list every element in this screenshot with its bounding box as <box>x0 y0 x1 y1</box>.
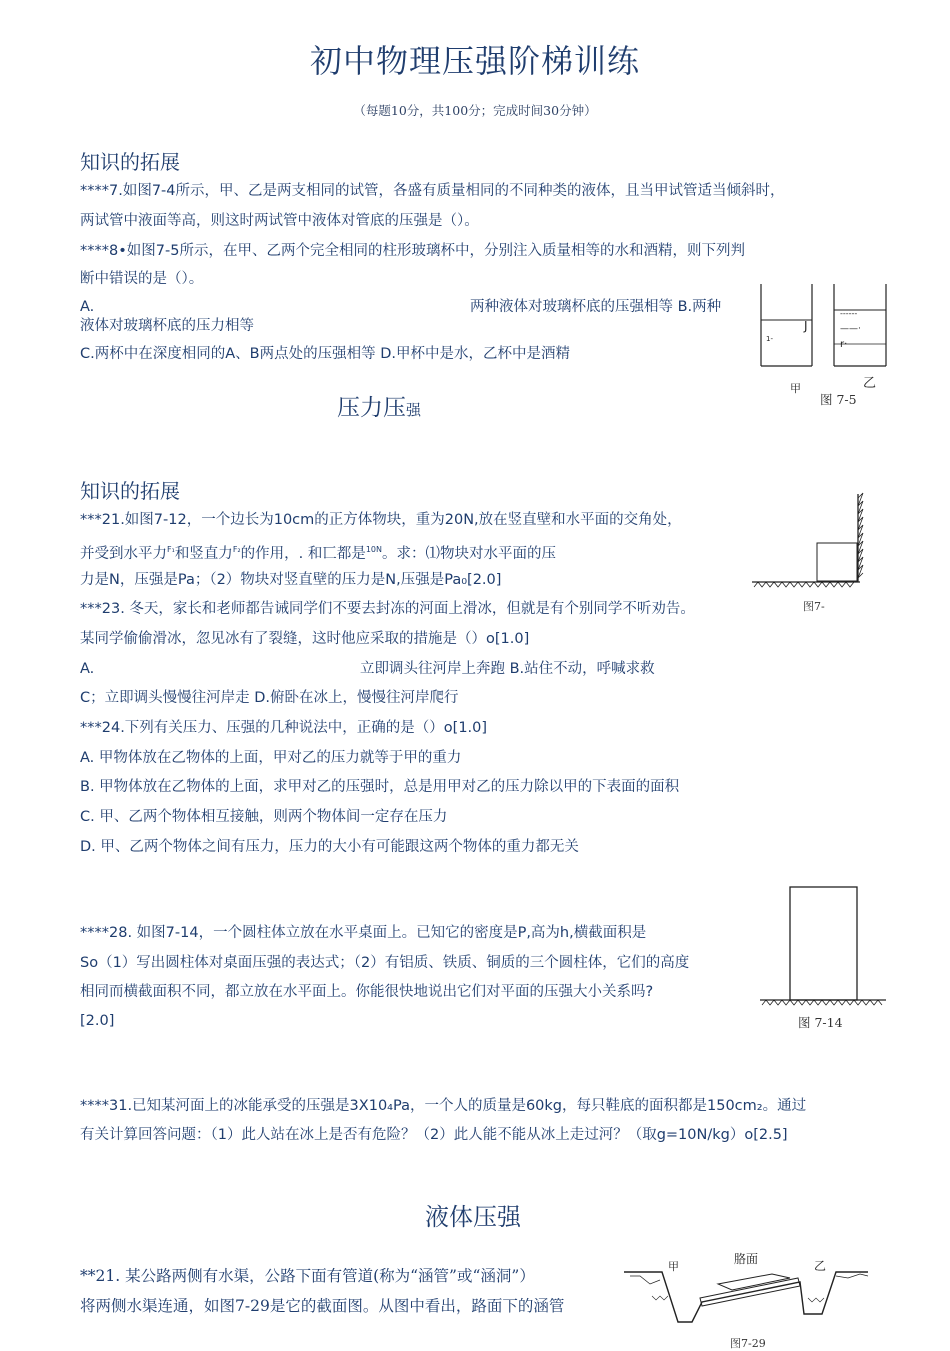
q28-line-3: 相同而横截面积不同，都立放在水平面上。你能很快地说出它们对平面的压强大小关系吗? <box>80 984 654 1000</box>
q24-option-a: A. 甲物体放在乙物体的上面，甲对乙的压力就等于甲的重力 <box>80 750 462 766</box>
q28-line-1: ****28. 如图7-14，一个圆柱体立放在水平桌面上。已知它的密度是P,高为h,横截面积是 <box>80 925 647 941</box>
q21-line-2a: 并受到水平力 <box>80 545 167 562</box>
q8-option-cd: C.两杯中在深度相同的A、B两点处的压强相等 D.甲杯中是水，乙杯中是酒精 <box>80 346 570 362</box>
section-heading-1: 知识的拓展 <box>80 150 180 174</box>
q24-option-d: D. 甲、乙两个物体之间有压力，压力的大小有可能跟这两个物体的重力都无关 <box>80 839 579 855</box>
section-title-pressure <box>337 389 421 422</box>
fig75-mark-1: 1- <box>766 335 773 343</box>
figure-7-12 <box>748 490 868 590</box>
q8-line-1: ****8•如图7-5所示，在甲、乙两个完全相同的柱形玻璃杯中，分别注入质量相等的水和酒精，则下列判 <box>80 243 745 259</box>
q31-line-2: 有关计算回答问题：（1）此人站在冰上是否有危险？（2）此人能不能从冰上走过河？（取g=10N/kg）o[2.5] <box>80 1127 788 1143</box>
fig729-label-jia: 甲 <box>668 1260 679 1273</box>
fig75-caption: 图 7-5 <box>820 392 857 407</box>
q21-10n: 10N <box>365 545 383 554</box>
q8-option-a-text: 两种液体对玻璃杯底的压强相等 B.两种 <box>470 299 722 315</box>
q21b-line-1: **21. 某公路两侧有水渠，公路下面有管道(称为“涵管”或“涵洞”） <box>80 1267 535 1285</box>
q7-line-2: 两试管中液面等高，则这时两试管中液体对管底的压强是（）。 <box>80 213 479 229</box>
q21-line-2b: 和竖直力 <box>174 545 233 562</box>
q21b-line-2: 将两侧水渠连通，如图7-29是它的截面图。从图中看出，路面下的涵管 <box>80 1297 565 1315</box>
q8-line-2: 断中错误的是（）。 <box>80 271 204 287</box>
fig75-mark-r: r· <box>840 339 848 350</box>
fig75-mark-dash: ------ <box>840 309 858 318</box>
q24-option-c: C. 甲、乙两个物体相互接触，则两个物体间一定存在压力 <box>80 809 448 825</box>
q21-line-2d: 。求：⑴物块对水平面的压 <box>382 545 557 562</box>
q23-line-1: ***23. 冬天，家长和老师都告诫同学们不要去封冻的河面上滑冰，但就是有个别同学不听劝告。 <box>80 601 695 617</box>
q24-line-1: ***24.下列有关压力、压强的几种说法中，正确的是（）o[1.0] <box>80 720 488 736</box>
q21-f1: F₁ <box>167 545 175 554</box>
fig729-caption: 图7-29 <box>730 1337 766 1350</box>
q8-line-4: 液体对玻璃杯底的压力相等 <box>80 318 254 334</box>
q23-option-cd: C；立即调头慢慢往河岸走 D.俯卧在冰上，慢慢往河岸爬行 <box>80 690 459 706</box>
q8-option-a-prefix: A. <box>80 299 95 315</box>
figure-7-29 <box>622 1262 872 1342</box>
q21-line-2c: 的作用，. 和匸都是 <box>240 545 366 562</box>
q24-option-b: B. 甲物体放在乙物体的上面，求甲对乙的压强时，总是用甲对乙的压力除以甲的下表面的面积 <box>80 779 680 795</box>
page-title: 初中物理压强阶梯训练 <box>309 42 640 80</box>
fig714-caption: 图 7-14 <box>798 1015 843 1030</box>
section-title-pressure-big: 压力压 <box>337 395 406 421</box>
fig729-label-yi: 乙 <box>814 1259 827 1273</box>
fig75-mark-j: J <box>804 319 808 333</box>
page-subtitle: （每题10分，共100分；完成时间30分钟） <box>353 103 597 118</box>
fig75-label-yi: 乙 <box>863 376 877 391</box>
q28-line-4: [2.0] <box>80 1013 115 1029</box>
q23-option-a-prefix: A. <box>80 661 95 677</box>
q7-line-1: ****7.如图7-4所示，甲、乙是两支相同的试管，各盛有质量相同的不同种类的液体，且当甲试管适当倾斜时， <box>80 183 785 199</box>
q28-line-2: So（1）写出圆柱体对桌面压强的表达式；（2）有铝质、铁质、铜质的三个圆柱体，它们的高度 <box>80 955 690 971</box>
q21-line-1: ***21.如图7-12，一个边长为10cm的正方体物块，重为20N,放在竖直壁和水平面的交角处， <box>80 512 682 528</box>
section-title-pressure-small: 强 <box>406 401 422 419</box>
q21-line-3: 力是N，压强是Pa；（2）物块对竖直壁的压力是N,压强是Pa₀[2.0] <box>80 572 502 588</box>
q31-line-1: ****31.已知某河面上的冰能承受的压强是3X10₄Pa，一个人的质量是60kg，每只鞋底的面积都是150cm₂。通过 <box>80 1098 807 1114</box>
q23-line-2: 某同学偷偷滑冰，忽见冰有了裂缝，这时他应采取的措施是（）o[1.0] <box>80 631 530 647</box>
q21-line-2 <box>80 540 556 564</box>
figure-7-14 <box>756 884 891 1006</box>
fig75-mark-line: ——· <box>840 324 861 334</box>
figure-7-5 <box>756 282 896 377</box>
q23-option-a-text: 立即调头往河岸上奔跑 B.站住不动，呼喊求救 <box>360 661 655 677</box>
section-title-liquid: 液体压强 <box>425 1203 521 1231</box>
q21-f2: F₂ <box>232 545 241 554</box>
section-heading-2: 知识的拓展 <box>80 479 180 503</box>
fig729-road-label: 胳面 <box>734 1252 759 1266</box>
fig75-label-jia: 甲 <box>790 382 801 395</box>
fig712-caption: 图7- <box>803 600 825 613</box>
